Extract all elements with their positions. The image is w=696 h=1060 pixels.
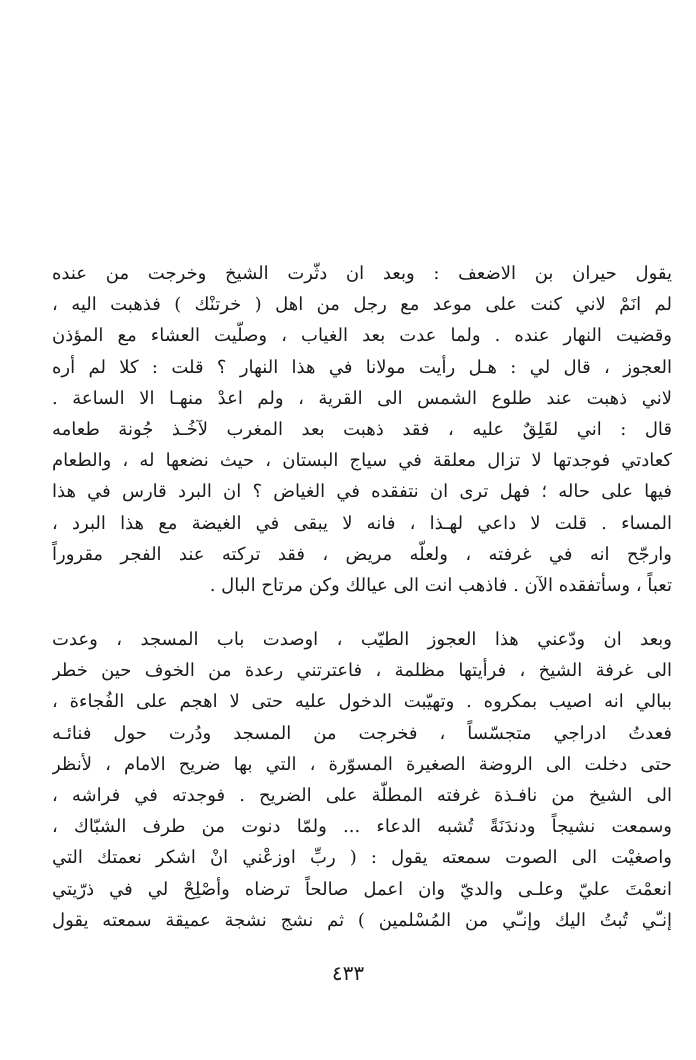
paragraph-line: واصغيْت الى الصوت سمعته يقول : ( ربِّ اوزعْني انْ اشكر نعمتك التي	[52, 847, 672, 869]
paragraph-line: وبعد ان ودّعني هذا العجوز الطيّب ، اوصدت باب المسجد ، وعدت	[52, 629, 672, 650]
paragraph-line: تعباً ، وسأتفقده الآن . فاذهب انت الى عيالك وكن مرتاح البال .	[209, 574, 672, 596]
paragraph-line: وارجّح انه في غرفته ، ولعلّه مريض ، فقد تركته عند الفجر مقروراً	[52, 543, 672, 565]
paragraph-line: إنـّي تُبتُ اليك وإنـّي من المُسْلمين ) ثم نشج نشجة عميقة سمعته يقول	[52, 909, 672, 931]
paragraph-line: يقول حيران بن الاضعف : وبعد ان دثّرت الشيخ وخرجت من عنده	[52, 263, 672, 284]
paragraph-line: لاني ذهبت عند طلوع الشمس الى القرية ، ولم اعدْ منهـا الا الساعة .	[52, 387, 672, 409]
paragraph-line: لم انَمْ لاني كنت على موعد مع رجل من اهل ( خرتنْك ) فذهبت اليه ،	[52, 294, 672, 316]
page-number: ٤٣٣	[331, 961, 365, 985]
paragraph-2	[52, 624, 672, 936]
paragraph-line: العجوز ، قال لي : هـل رأيت مولانا في هذا النهار ؟ قلت : كلا لم أره	[52, 356, 672, 378]
paragraph-line: انعمْتَ عليّ وعلـى والديّ وان اعمل صالحاً ترضاه وأصْلِحْ لي في ذرّيتي	[52, 878, 672, 900]
paragraph-line: ببالي انه اصيب بمكروه . وتهيّبت الدخول عليه حتى لا اهجم على الفُجاءة ،	[52, 691, 672, 713]
paragraph-1	[52, 258, 672, 601]
paragraph-line: كعادتي فوجدتها لا تزال معلقة في سياج البستان ، حيث نضعها له ، والطعام	[52, 450, 672, 472]
paragraph-line: فيها على حاله ؛ فهل ترى ان نتفقده في الغياض ؟ ان البرد قارس في هذا	[52, 481, 672, 503]
paragraph-line: الى الشيخ من نافـذة غرفته المطلّة على الضريح . فوجدته في فراشه ،	[52, 784, 672, 806]
paragraph-line: فعدتُ ادراجي متجسّساً ، فخرجت من المسجد ودُرت حول فنائـه	[52, 722, 672, 744]
paragraph-line: حتى دخلت الى الروضة الصغيرة المسوّرة ، التي بها ضريح الامام ، لأنظر	[52, 753, 672, 775]
paragraph-line: وقضيت النهار عنده . ولما عدت بعد الغياب ، وصلّيت العشاء مع المؤذن	[52, 325, 672, 347]
paragraph-line: المساء . قلت لا داعي لهـذا ، فانه لا يبقى في الغيضة مع هذا البرد ،	[52, 512, 672, 534]
paragraph-line: وسمعت نشيجاً ودندَنَةً تُشبه الدعاء ... ولمّا دنوت من طرف الشبّاك ،	[52, 816, 672, 838]
paragraph-line: الى غرفة الشيخ ، فرأيتها مظلمة ، فاعترتني رعدة من الخوف حين خطر	[52, 660, 672, 682]
paragraph-line: قال : اني لقَلِقٌ عليه ، فقد ذهبت بعد المغرب لآخُـذ جُونة طعامه	[52, 418, 672, 440]
